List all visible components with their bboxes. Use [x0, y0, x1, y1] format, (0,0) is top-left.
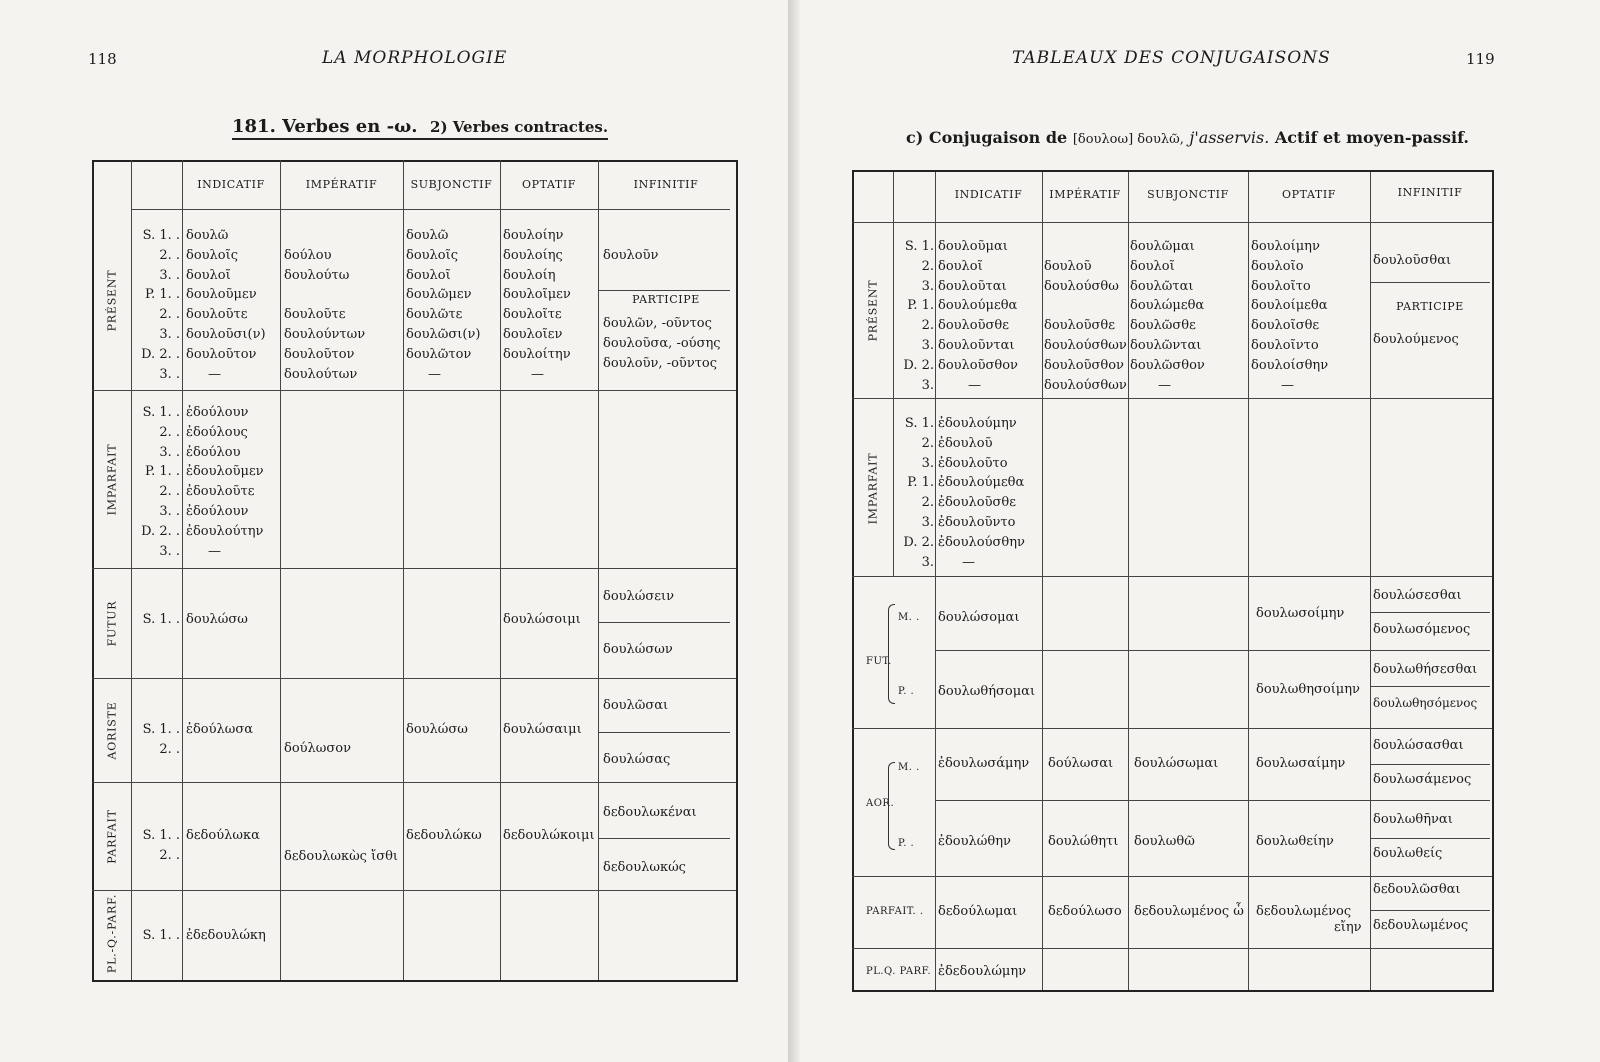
person: S. 1. — [904, 416, 934, 431]
futur-optatif: δουλώσοιμι — [503, 612, 581, 627]
aor-m-indicatif: ἐδουλωσάμην — [938, 756, 1030, 771]
form: δουλοῖντο — [1251, 337, 1319, 353]
parfait-indicatif: δεδούλωκα — [186, 828, 260, 843]
form — [284, 285, 365, 305]
futur-participe: δουλώσων — [603, 642, 673, 657]
person: S. 1. . — [142, 828, 180, 843]
form: δουλοῖ — [938, 258, 983, 274]
form: δουλοίη — [503, 267, 556, 283]
present-imperatif — [1044, 237, 1127, 395]
table-title-left — [232, 116, 608, 140]
form: ἐδουλοῦσθε — [938, 495, 1016, 511]
aor-p-optatif: δουλωθείην — [1256, 834, 1334, 849]
aor-p-indicatif: ἐδουλώθην — [938, 834, 1011, 849]
person: 3. — [921, 514, 934, 530]
title-part: c) Conjugaison de — [906, 128, 1068, 147]
form: δουλούσθω — [1044, 278, 1119, 294]
brace-fut — [888, 604, 895, 704]
header-infinitif: INFINITIF — [633, 178, 699, 191]
form: δουλοῦτον — [284, 346, 355, 362]
form: δουλῶνται — [1130, 337, 1202, 353]
header-imperatif: IMPÉRATIF — [1049, 188, 1121, 201]
person: S. 1. — [904, 239, 934, 254]
header-indicatif: INDICATIF — [197, 178, 265, 191]
form: δουλοῦσι(ν) — [186, 326, 266, 342]
section-rule — [92, 568, 736, 569]
form: δουλούτων — [284, 366, 358, 382]
parfait-infinitif: δεδουλῶσθαι — [1373, 882, 1461, 897]
present-subjonctif — [406, 226, 480, 384]
form: — — [1158, 377, 1171, 393]
present-participe: δουλούμενος — [1373, 332, 1459, 347]
label-plqparf: PL.-Q.-PARF. — [105, 893, 119, 974]
form: δουλοῦνται — [938, 337, 1015, 353]
imparfait-indicatif — [186, 403, 264, 561]
form: δουλούντων — [284, 326, 366, 342]
futur-infinitif: δουλώσειν — [603, 589, 675, 604]
person: 3. — [921, 278, 934, 294]
present-persons — [894, 237, 934, 395]
aor-m-subjonctif: δουλώσωμαι — [1134, 756, 1219, 771]
fut-p-participe: δουλωθησόμενος — [1373, 696, 1478, 710]
form: — — [208, 543, 221, 559]
label-imparfait: IMPARFAIT — [866, 452, 880, 525]
header-rule — [852, 222, 1492, 223]
cell-rule — [935, 650, 1490, 651]
present-optatif — [503, 226, 571, 384]
header-infinitif: INFINITIF — [1397, 186, 1463, 199]
person: P. 1. — [907, 298, 934, 314]
label-parfait: PARFAIT — [105, 809, 119, 864]
person: D. 2. — [903, 534, 934, 550]
cell-rule — [1370, 910, 1490, 911]
person: D. 2. . — [141, 523, 180, 539]
label-parfait: PARFAIT. . — [866, 906, 924, 917]
person: D. 2. — [903, 357, 934, 373]
form: ἐδουλοῦτε — [186, 484, 255, 500]
form: δουλοίμεθα — [1251, 298, 1328, 314]
header-rule — [132, 209, 730, 210]
table-title-right — [906, 128, 1469, 147]
form: δουλοῖεν — [503, 326, 563, 342]
col-rule — [403, 160, 404, 980]
form: δουλῶ — [406, 228, 449, 243]
form: δουλῶτε — [406, 307, 463, 323]
aor-m-infinitif: δουλώσασθαι — [1373, 738, 1464, 753]
person: 2. . — [159, 484, 180, 500]
form: δούλου — [284, 247, 332, 263]
fut-p-infinitif: δουλωθήσεσθαι — [1373, 662, 1478, 677]
parfait-imperatif: δεδουλωκὼς ἴσθι — [284, 849, 398, 864]
form: δουλῶτον — [406, 346, 472, 362]
form: — — [968, 377, 981, 393]
fut-m-optatif: δουλωσοίμην — [1256, 606, 1345, 621]
present-indicatif — [938, 237, 1018, 395]
label-present: PRÉSENT — [105, 269, 119, 332]
fut-m-participe: δουλωσόμενος — [1373, 622, 1471, 637]
person: 3. . — [159, 503, 180, 519]
parfait-optatif: δεδουλώκοιμι — [503, 828, 595, 843]
section-rule — [852, 728, 1492, 729]
form: δουλούσθων — [1044, 337, 1127, 353]
aor-p-participe: δουλωθείς — [1373, 846, 1443, 861]
form: δουλοῦται — [938, 278, 1007, 294]
form: δουλοίσθην — [1251, 357, 1329, 373]
aor-p-imperatif: δουλώθητι — [1048, 834, 1119, 849]
imparfait-indicatif — [938, 414, 1025, 572]
title-number: 181. Verbes en -ω. — [232, 116, 418, 137]
present-persons — [132, 226, 180, 384]
form: δουλοῖμεν — [503, 287, 571, 303]
aoriste-participe: δουλώσας — [603, 752, 671, 767]
form: ἐδούλουν — [186, 503, 249, 519]
cell-rule — [598, 838, 730, 839]
form: δουλοῖτο — [1251, 278, 1311, 294]
person: 3. — [921, 337, 934, 353]
person: 3. — [921, 554, 934, 570]
form: ἐδούλουν — [186, 405, 249, 420]
fut-m-infinitif: δουλώσεσθαι — [1373, 588, 1462, 603]
form: ἐδούλου — [186, 444, 241, 460]
form: δουλούμεθα — [938, 298, 1018, 314]
cell-rule — [1370, 764, 1490, 765]
imparfait-persons — [132, 403, 180, 561]
aoriste-persons — [132, 720, 180, 760]
label-aor: AOR. — [866, 798, 895, 809]
form: δουλῶμεν — [406, 287, 472, 303]
header-subjonctif: SUBJONCTIF — [410, 178, 493, 191]
person: 2. . — [159, 847, 180, 863]
col-rule — [182, 160, 183, 980]
person: 3. . — [159, 366, 180, 382]
form: — — [531, 366, 544, 382]
section-rule — [92, 890, 736, 891]
page-number-right: 119 — [1466, 50, 1495, 68]
label-present: PRÉSENT — [866, 279, 880, 342]
form: δουλῶσι(ν) — [406, 326, 481, 342]
person: 2. . — [159, 307, 180, 323]
form: δουλοῦμαι — [938, 239, 1008, 254]
person: 2. — [921, 318, 934, 334]
person: S. 1. . — [142, 405, 180, 420]
person: 3. . — [159, 267, 180, 283]
present-indicatif — [186, 226, 266, 384]
parfait-participe: δεδουλωμένος — [1373, 918, 1469, 933]
present-infinitif: δουλοῦν — [603, 248, 659, 263]
aoriste-optatif: δουλώσαιμι — [503, 722, 582, 737]
form: δουλῶσθον — [1130, 357, 1205, 373]
form: δουλοῦτον — [186, 346, 257, 362]
person: 2. — [921, 258, 934, 274]
label-imparfait: IMPARFAIT — [105, 443, 119, 516]
fut-m-indicatif: δουλώσομαι — [938, 610, 1020, 625]
col-rule — [500, 160, 501, 980]
form: δουλῶται — [1130, 278, 1194, 294]
title-meaning: j'asservis. — [1189, 128, 1270, 147]
cell-rule — [598, 290, 730, 291]
form — [1044, 237, 1127, 257]
present-optatif — [1251, 237, 1328, 395]
parfait-subjonctif: δεδουλωμένος ὦ — [1134, 904, 1244, 919]
present-participe — [603, 314, 721, 373]
plqparf-person: S. 1. . — [142, 928, 180, 943]
header-imperatif: IMPÉRATIF — [305, 178, 378, 191]
section-rule — [92, 782, 736, 783]
section-rule — [852, 948, 1492, 949]
person: S. 1. . — [142, 722, 180, 737]
form: ἐδουλοῦντο — [938, 514, 1016, 530]
section-rule — [92, 390, 736, 391]
col-rule — [1370, 172, 1371, 990]
form: — — [962, 554, 975, 570]
form: δουλούσθων — [1044, 377, 1127, 393]
section-rule — [92, 678, 736, 679]
person: 3. . — [159, 444, 180, 460]
aoriste-infinitif: δουλῶσαι — [603, 698, 669, 713]
fut-p-indicatif: δουλωθήσομαι — [938, 684, 1036, 699]
person: 2. . — [159, 247, 180, 263]
person: 3. — [921, 377, 934, 393]
present-infinitif: δουλοῦσθαι — [1373, 253, 1452, 268]
aoriste-subjonctif: δουλώσω — [406, 722, 468, 737]
col-rule — [280, 160, 281, 980]
form: δουλοῦσα, -ούσης — [603, 335, 721, 351]
person: P. 1. . — [144, 287, 180, 303]
parfait-indicatif: δεδούλωμαι — [938, 904, 1018, 919]
form: — — [208, 366, 221, 382]
parfait-optatif-b: εἴην — [1334, 920, 1362, 935]
aor-m-label: M. . — [898, 762, 920, 773]
header-indicatif: INDICATIF — [954, 188, 1023, 201]
page-number-left: 118 — [88, 50, 117, 68]
form: ἐδουλοῦμεν — [186, 464, 264, 480]
aoriste-imperatif: δούλωσον — [284, 741, 351, 756]
person: 3. . — [159, 543, 180, 559]
form: δουλοῦσθον — [1044, 357, 1124, 373]
form: δουλοῖ — [406, 267, 451, 283]
imparfait-persons — [894, 414, 934, 572]
label-aoriste: AORISTE — [105, 701, 119, 760]
cell-rule — [1370, 282, 1490, 283]
person: D. 2. . — [141, 346, 180, 362]
form: ἐδουλοῦτο — [938, 455, 1008, 471]
form — [1044, 296, 1127, 316]
form: δουλοῖ — [1130, 258, 1175, 274]
person: 2. — [921, 435, 934, 451]
person: 2. . — [159, 741, 180, 757]
form: δουλοίην — [503, 228, 564, 243]
form: δουλοῦσθε — [938, 318, 1009, 334]
aor-m-optatif: δουλωσαίμην — [1256, 756, 1346, 771]
parfait-persons — [132, 826, 180, 866]
title-voice: Actif et moyen-passif. — [1274, 128, 1469, 147]
aor-m-participe: δουλωσάμενος — [1373, 772, 1472, 787]
header-optatif: OPTATIF — [521, 178, 576, 191]
cell-rule — [935, 800, 1490, 801]
title-subtitle: 2) Verbes contractes. — [430, 118, 609, 136]
form: δουλῶσθε — [1130, 318, 1196, 334]
person: P. 1. . — [144, 464, 180, 480]
person: 2. — [921, 495, 934, 511]
form: δουλοῖς — [186, 247, 238, 263]
form: δουλοῦν, -οῦντος — [603, 355, 718, 371]
section-rule — [852, 576, 1492, 577]
header-subjonctif: SUBJONCTIF — [1147, 188, 1229, 201]
form: ἐδουλοῦ — [938, 435, 993, 451]
fut-p-optatif: δουλωθησοίμην — [1256, 682, 1360, 697]
form — [284, 226, 365, 246]
form: δουλῶμαι — [1130, 239, 1195, 254]
form: δουλοῦ — [1044, 258, 1092, 274]
aor-p-label: P. . — [898, 838, 915, 849]
col-rule — [1248, 172, 1249, 990]
person: 2. . — [159, 424, 180, 440]
person: 3. . — [159, 326, 180, 342]
plqparf-indicatif: ἐδεδουλώκη — [186, 928, 266, 943]
label-futur: FUTUR — [105, 600, 119, 647]
present-subjonctif — [1130, 237, 1205, 395]
book-gutter — [788, 0, 800, 1062]
form: δουλοῦσθον — [938, 357, 1018, 373]
form: ἐδούλους — [186, 424, 248, 440]
form: δουλοῦτε — [284, 307, 346, 323]
form: δουλοίης — [503, 247, 563, 263]
participe-label: PARTICIPE — [632, 293, 700, 306]
person: 3. — [921, 455, 934, 471]
header-optatif: OPTATIF — [1281, 188, 1336, 201]
form: δουλῶν, -οῦντος — [603, 316, 712, 331]
aor-m-imperatif: δούλωσαι — [1048, 756, 1114, 771]
cell-rule — [598, 732, 730, 733]
form: δουλοίτην — [503, 346, 571, 362]
futur-person: S. 1. . — [142, 612, 180, 627]
fut-p-label: P. . — [898, 686, 915, 697]
person: P. 1. — [907, 475, 934, 491]
running-head-right: TABLEAUX DES CONJUGAISONS — [1012, 48, 1331, 68]
cell-rule — [1370, 686, 1490, 687]
present-imperatif — [284, 226, 365, 384]
form: δουλοῦτε — [186, 307, 248, 323]
section-rule — [852, 398, 1492, 399]
cell-rule — [1370, 838, 1490, 839]
aoriste-indicatif: ἐδούλωσα — [186, 722, 254, 737]
form: δουλοῖσθε — [1251, 318, 1320, 334]
form: δουλοῖο — [1251, 258, 1304, 274]
col-rule — [935, 172, 936, 990]
col-rule — [1042, 172, 1043, 990]
col-rule — [1128, 172, 1129, 990]
form: — — [428, 366, 441, 382]
form: ἐδουλούμην — [938, 416, 1017, 431]
fut-m-label: M. . — [898, 612, 920, 623]
form: ἐδουλούσθην — [938, 534, 1025, 550]
form: δουλῶ — [186, 228, 229, 243]
plqparf-indicatif: ἐδεδουλώμην — [938, 964, 1027, 979]
parfait-imperatif: δεδούλωσο — [1048, 904, 1122, 919]
title-verb: [δουλοω] δουλῶ, — [1072, 132, 1184, 147]
form: ἐδουλούτην — [186, 523, 264, 539]
form: δουλούτω — [284, 267, 350, 283]
form: δουλοῦμεν — [186, 287, 257, 303]
futur-indicatif: δουλώσω — [186, 612, 248, 627]
form: δουλοῖ — [186, 267, 231, 283]
parfait-subjonctif: δεδουλώκω — [406, 828, 482, 843]
person: S. 1. . — [142, 228, 180, 243]
aor-p-infinitif: δουλωθῆναι — [1373, 812, 1453, 827]
label-plqparf: PL.Q. PARF. — [866, 966, 932, 977]
cell-rule — [1370, 612, 1490, 613]
aor-p-subjonctif: δουλωθῶ — [1134, 834, 1195, 849]
form: δουλοῦσθε — [1044, 318, 1115, 334]
parfait-optatif-a: δεδουλωμένος — [1256, 904, 1352, 919]
brace-aor — [888, 762, 895, 850]
parfait-participe: δεδουλωκώς — [603, 860, 686, 875]
parfait-infinitif: δεδουλωκέναι — [603, 805, 697, 820]
participe-label: PARTICIPE — [1396, 300, 1464, 313]
form: δουλοῖτε — [503, 307, 562, 323]
form: δουλοίμην — [1251, 239, 1320, 254]
form: δουλοῖς — [406, 247, 458, 263]
form: δουλώμεθα — [1130, 298, 1205, 314]
section-rule — [852, 876, 1492, 877]
form: ἐδουλούμεθα — [938, 475, 1025, 491]
form: — — [1281, 377, 1294, 393]
col-rule — [598, 160, 599, 980]
cell-rule — [598, 622, 730, 623]
label-fut: FUT. — [866, 656, 892, 667]
running-head-left: LA MORPHOLOGIE — [322, 48, 508, 68]
